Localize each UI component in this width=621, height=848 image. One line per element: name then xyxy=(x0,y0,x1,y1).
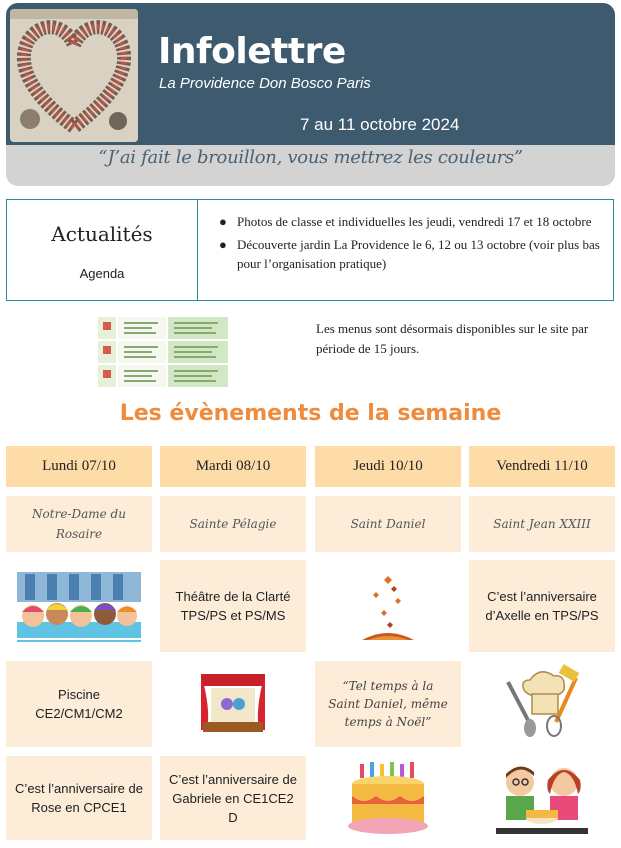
day-header-monday: Lundi 07/10 xyxy=(6,446,152,487)
saint-friday: Saint Jean XXIII xyxy=(469,496,615,552)
event-tuesday-birthday: C’est l’anniversaire de Gabriele en CE1CE2 D xyxy=(160,756,306,840)
event-monday-birthday: C’est l’anniversaire de Rose en CPCE1 xyxy=(6,756,152,840)
event-tuesday-theatre: Théâtre de la Clarté TPS/PS et PS/MS xyxy=(160,560,306,652)
newsletter-header xyxy=(6,3,615,186)
autumn-leaves-illustration xyxy=(315,560,461,652)
event-friday-birthday: C’est l’anniversaire d’Axelle en TPS/PS xyxy=(469,560,615,652)
newsletter-title: Infolettre xyxy=(158,31,346,72)
bullet-icon: ● xyxy=(219,237,227,252)
menu-thumbnail[interactable] xyxy=(98,317,228,387)
swimming-illustration xyxy=(6,560,152,652)
header-photo-heart-crowd xyxy=(10,9,138,142)
bullet-icon: ● xyxy=(219,214,227,229)
news-divider xyxy=(197,200,198,300)
day-header-thursday: Jeudi 10/10 xyxy=(315,446,461,487)
header-band xyxy=(6,3,615,145)
school-name: La Providence Don Bosco Paris xyxy=(159,75,371,92)
agenda-item: ● Photos de classe et individuelles les jeudi, vendredi 17 et 18 octobre xyxy=(219,214,592,229)
children-cake-illustration xyxy=(469,756,615,840)
birthday-cake-illustration xyxy=(315,756,461,840)
header-quote: “J’ai fait le brouillon, vous mettrez les couleurs” xyxy=(98,147,523,168)
agenda-label: Agenda xyxy=(79,266,125,281)
day-header-tuesday: Mardi 08/10 xyxy=(160,446,306,487)
theatre-stage-illustration xyxy=(160,661,306,747)
menus-notice: Les menus sont désormais disponibles sur le site par période de 15 jours. xyxy=(316,321,589,356)
cooking-illustration xyxy=(469,661,615,747)
event-monday-swimming: Piscine CE2/CM1/CM2 xyxy=(6,661,152,747)
week-dates: 7 au 11 octobre 2024 xyxy=(300,115,460,134)
events-title: Les évènements de la semaine xyxy=(119,401,502,426)
saint-monday: Notre-Dame du Rosaire xyxy=(6,496,152,552)
event-thursday-proverb: “Tel temps à la Saint Daniel, même temps à Noël” xyxy=(315,661,461,747)
day-header-friday: Vendredi 11/10 xyxy=(469,446,615,487)
news-box xyxy=(6,199,614,301)
agenda-list xyxy=(217,212,607,277)
saint-tuesday: Sainte Pélagie xyxy=(160,496,306,552)
news-title: Actualités xyxy=(51,222,153,246)
saint-thursday: Saint Daniel xyxy=(315,496,461,552)
agenda-item: ● Découverte jardin La Providence le 6, 12 ou 13 octobre (voir plus bas pour l’organisation pratique) xyxy=(219,237,600,271)
